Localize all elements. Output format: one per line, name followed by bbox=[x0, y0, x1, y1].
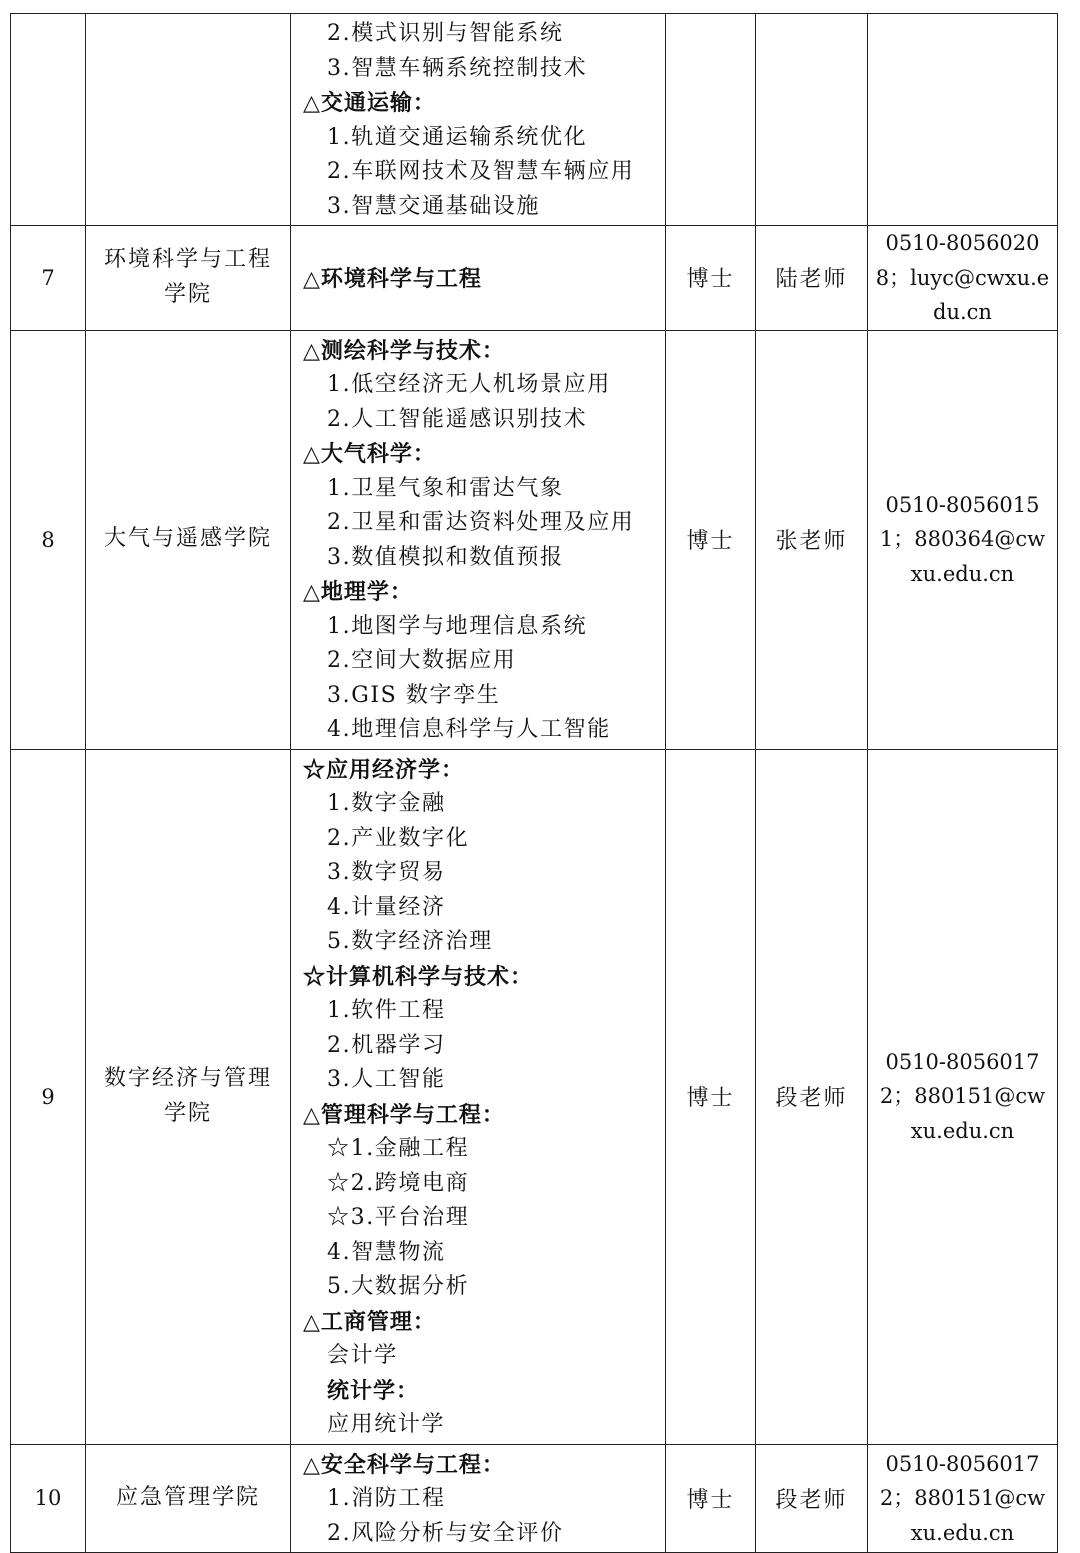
research-directions bbox=[291, 330, 666, 749]
degree-level: 博士 bbox=[666, 749, 756, 1444]
direction-item: 1.卫星气象和雷达气象 bbox=[327, 475, 564, 501]
direction-item: 会计学 bbox=[327, 1343, 398, 1368]
contact-info: 0510-80560172；880151@cwxu.edu.cn bbox=[868, 749, 1058, 1444]
direction-item: 3.智慧交通基础设施 bbox=[327, 193, 540, 219]
college-name: 大气与遥感学院 bbox=[86, 330, 291, 749]
direction-item: 1.软件工程 bbox=[327, 998, 446, 1023]
row-number: 7 bbox=[11, 226, 86, 331]
contact-info: 0510-80560208；luyc@cwxu.edu.cn bbox=[868, 226, 1058, 331]
row-number: 9 bbox=[11, 749, 86, 1444]
direction-item: 2.产业数字化 bbox=[327, 825, 470, 851]
direction-item: 2.人工智能遥感识别技术 bbox=[327, 406, 588, 432]
college-name bbox=[86, 14, 291, 226]
direction-item: 3.人工智能 bbox=[327, 1067, 446, 1092]
direction-item: 应用统计学 bbox=[327, 1412, 446, 1437]
direction-item: 3.GIS 数字孪生 bbox=[327, 682, 501, 708]
table-body bbox=[11, 14, 1058, 1553]
table-row bbox=[11, 14, 1058, 226]
contact-teacher bbox=[756, 14, 868, 226]
table-row bbox=[11, 226, 1058, 331]
direction-item: 4.智慧物流 bbox=[327, 1239, 446, 1265]
table-row bbox=[11, 330, 1058, 749]
direction-item: 2.车联网技术及智慧车辆应用 bbox=[327, 159, 635, 184]
discipline-heading: △工商管理： bbox=[303, 1308, 436, 1335]
contact-teacher: 张老师 bbox=[756, 330, 868, 749]
degree-level: 博士 bbox=[666, 1444, 756, 1553]
degree-level: 博士 bbox=[666, 330, 756, 749]
direction-item: 2.模式识别与智能系统 bbox=[327, 21, 564, 46]
college-name: 数字经济与管理学院 bbox=[86, 749, 291, 1444]
direction-item: 3.智慧车辆系统控制技术 bbox=[327, 55, 588, 81]
recruitment-table bbox=[10, 13, 1058, 1553]
discipline-heading: △地理学： bbox=[303, 579, 413, 605]
contact-teacher: 段老师 bbox=[756, 1444, 868, 1553]
contact-teacher: 陆老师 bbox=[756, 226, 868, 331]
direction-item: 5.大数据分析 bbox=[327, 1274, 470, 1299]
discipline-heading: △大气科学： bbox=[303, 441, 436, 467]
direction-item: 1.轨道交通运输系统优化 bbox=[327, 124, 588, 150]
degree-level bbox=[666, 14, 756, 226]
contact-teacher: 段老师 bbox=[756, 749, 868, 1444]
direction-item: 3.数值模拟和数值预报 bbox=[327, 544, 564, 570]
research-directions bbox=[291, 749, 666, 1444]
row-number: 8 bbox=[11, 330, 86, 749]
direction-item: ☆2.跨境电商 bbox=[327, 1170, 470, 1196]
discipline-heading: △测绘科学与技术： bbox=[303, 337, 505, 364]
contact-info: 0510-80560151；880364@cwxu.edu.cn bbox=[868, 330, 1058, 749]
discipline-heading: △管理科学与工程： bbox=[303, 1101, 505, 1128]
direction-item: ☆1.金融工程 bbox=[327, 1136, 470, 1161]
direction-item: 2.机器学习 bbox=[327, 1032, 446, 1058]
direction-item: 1.地图学与地理信息系统 bbox=[327, 613, 588, 639]
research-directions bbox=[291, 14, 666, 226]
discipline-heading: ☆计算机科学与技术： bbox=[303, 963, 534, 990]
direction-item: 4.地理信息科学与人工智能 bbox=[327, 717, 611, 742]
table-row bbox=[11, 1444, 1058, 1553]
direction-item: 3.数字贸易 bbox=[327, 860, 446, 885]
contact-info: 0510-80560172；880151@cwxu.edu.cn bbox=[868, 1444, 1058, 1553]
direction-item: 4.计量经济 bbox=[327, 894, 446, 920]
research-directions bbox=[291, 1444, 666, 1553]
direction-item: 1.消防工程 bbox=[327, 1486, 446, 1511]
table-row bbox=[11, 749, 1058, 1444]
degree-level: 博士 bbox=[666, 226, 756, 331]
discipline-heading: ☆应用经济学： bbox=[303, 756, 465, 783]
college-name: 环境科学与工程学院 bbox=[86, 226, 291, 331]
direction-item: 2.风险分析与安全评价 bbox=[327, 1520, 564, 1546]
discipline-heading: △交通运输： bbox=[303, 90, 436, 116]
college-name: 应急管理学院 bbox=[86, 1444, 291, 1553]
row-number: 10 bbox=[11, 1444, 86, 1553]
direction-item: 5.数字经济治理 bbox=[327, 929, 493, 954]
discipline-heading: 统计学： bbox=[327, 1377, 420, 1404]
contact-info bbox=[868, 14, 1058, 226]
discipline-heading: △环境科学与工程 bbox=[303, 265, 482, 292]
direction-item: 1.数字金融 bbox=[327, 791, 446, 816]
direction-item: 1.低空经济无人机场景应用 bbox=[327, 372, 611, 397]
direction-item: 2.卫星和雷达资料处理及应用 bbox=[327, 510, 635, 535]
direction-item: 2.空间大数据应用 bbox=[327, 648, 517, 673]
research-directions bbox=[291, 226, 666, 331]
discipline-heading: △安全科学与工程： bbox=[303, 1451, 505, 1478]
row-number bbox=[11, 14, 86, 226]
direction-item: ☆3.平台治理 bbox=[327, 1205, 470, 1230]
